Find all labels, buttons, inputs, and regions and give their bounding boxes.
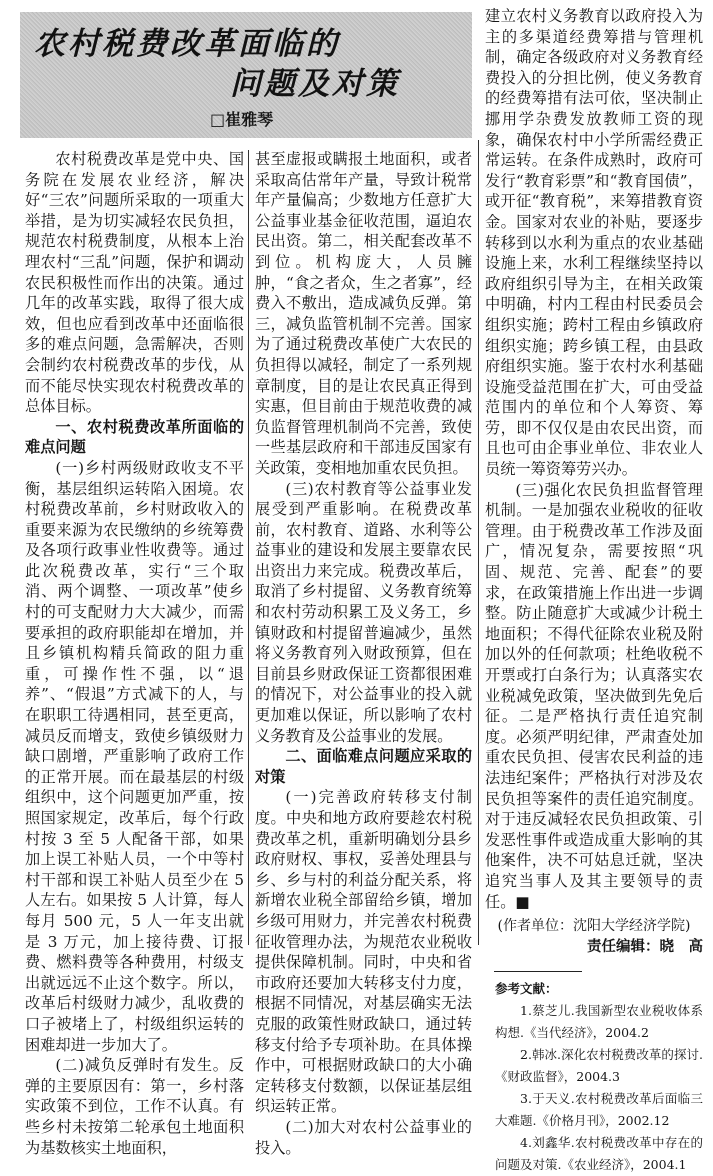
paragraph: (一)乡村两级财政收支不平衡，基层组织运转陷入困境。农村税费改革前，乡村财政收入的重要来源为农民缴纳的乡统筹费及各项行政事业性收费等。通过此次税费改革，实行“三个取消、两个调整、一项改革”使乡村的可支配财力大大减少，而需要承担的政府职能却在增加，并且乡镇机构精兵简政的阻力重重，可操作性不强，以“退养”、“假退”方式减下的人，与在职职工待遇相同，甚至更高，减员反而增支，致使乡镇级财力缺口剧增，严重影响了政府工作的正常开展。而在最基层的村级组织中，这个问题更加严重，按照国家规定，改革后，每个行政村按 3 至 5 人配备干部，如果加上误工补贴人员，一个中等村村干部和误工补贴人员至少在 5 人左右。如果按 5 人计算，每人每月 500 元，5 人一年支出就是 3 万元，加上接待费、订报费、燃料费等各种费用，村级支出就远远不止这个数字。所以，改革后村级财力减少，乱收费的口子被堵上了，村级组织运转的困难却进一步加大了。 <box>25 458 244 1054</box>
article-title-line2: 问题及对策 <box>230 66 400 102</box>
paragraph: (二)加大对农村公益事业的投入。 <box>255 1117 472 1157</box>
references-separator <box>494 971 582 972</box>
column-divider-1 <box>248 150 249 945</box>
text-column-1 <box>25 149 244 1158</box>
reference-item: 4.刘鑫华.农村税费改革中存在的问题及对策.《农业经济》，2004.1 <box>495 1135 703 1173</box>
paragraph: (二)减负反弹时有发生。反弹的主要原因有：第一，乡村落实政策不到位，工作不认真。有些乡村未按第二轮承包土地面积为基数核实土地面积， <box>25 1056 244 1157</box>
column-divider-2 <box>478 140 479 945</box>
text-column-3 <box>485 6 703 1176</box>
responsible-editor: 责任编辑：晓 高 <box>587 938 703 955</box>
reference-item: 2.韩冰.深化农村税费改革的探讨.《财政监督》，2004.3 <box>495 1047 703 1085</box>
author-affiliation: (作者单位：沈阳大学经济学院) <box>497 918 691 935</box>
section-heading: 二、面临难点问题应采取的对策 <box>255 747 472 786</box>
article-title-line1: 农村税费改革面临的 <box>34 26 340 62</box>
paragraph: 甚至虚报或瞒报土地面积，或者采取高估常年产量，导致计税常年产量偏高；少数地方任意扩大公益事业基金征收范围，逼迫农民出资。第二，相关配套改革不到位。机构庞大，人员臃肿，“食之者众，生之者寡”，经费入不敷出，造成减负反弹。第三，减负监管机制不完善。国家为了通过税费改革使广大农民的负担得以减轻，制定了一系列规章制度，目的是让农民真正得到实惠，但目前由于规范收费的减负监督管理机制尚不完善，致使一些基层政府和干部违反国家有关政策，变相地加重农民负担。 <box>255 150 472 477</box>
references-heading: 参考文献： <box>495 981 558 997</box>
paragraph: (三)农村教育等公益事业发展受到严重影响。在税费改革前，农村教育、道路、水利等公益事业的建设和发展主要靠农民出资出力来完成。税费改革后，取消了乡村提留、义务教育统筹和农村劳动积累工及义务工，乡镇财政和村提留普遍减少，虽然将义务教育列入财政预算，但在目前县乡财政保证工资都很困难的情况下，对公益事业的投入就更加难以保证，所以影响了农村义务教育及公益事业的发展。 <box>255 479 472 745</box>
paragraph: 农村税费改革是党中央、国务院在发展农业经济，解决好“三农”问题所采取的一项重大举措，是为切实减轻农民负担，规范农村税费制度，从根本上治理农村“三乱”问题，保护和调动农民积极性而作出的决策。通过几年的改革实践，取得了很大成效，但也应看到改革中还面临很多的难点问题，急需解决，否则会制约农村税费改革的步伐，从而不能尽快实现农村税费改革的总体目标。 <box>25 150 244 416</box>
reference-item: 1.蔡芝儿.我国新型农业税收体系构想.《当代经济》，2004.2 <box>495 1003 703 1041</box>
paragraph: 建立农村义务教育以政府投入为主的多渠道经费筹措与管理机制，确定各级政府对义务教育经费投入的分担比例，使义务教育的经费筹措有法可依，坚决制止挪用学杂费发放教师工资的现象，确保农村中小学所需经费正常运转。在条件成熟时，政府可发行“教育彩票”和“教育国债”，或开征“教育税”，来筹措教育资金。国家对农业的补贴，要逐步转移到以水利为重点的农业基础设施上来，水利工程继续坚持以政府组织引导为主，在相关政策中明确，村内工程由村民委员会组织实施；跨村工程由乡镇政府组织实施；跨乡镇工程，由县政府组织实施。鉴于农村水利基础设施受益范围在扩大，可由受益范围内的单位和个人筹资、筹劳，即不仅仅是由农民出资，而且也可由企事业单位、非农业人员统一筹资筹劳兴办。 <box>485 7 703 479</box>
paragraph: (三)强化农民负担监督管理机制。一是加强农业税收的征收管理。由于税费改革工作涉及面广，情况复杂，需要按照“巩固、规范、完善、配套”的要求，在政策措施上作出进一步调整。防止随意扩大或减少计税土地面积；不得代征除农业税及附加以外的任何款项；杜绝收税不开票或打白条行为；认真落实农业税减免政策，坚决做到先免后征。二是严格执行责任追究制度。必须严明纪律，严肃查处加重农民负担、侵害农民利益的违法违纪案件；严格执行对涉及农民负担等案件的责任追究制度。对于违反减轻农民负担政策、引发恶性事件或造成重大影响的其他案件，决不可姑息迁就，坚决追究当事人及其主要领导的责任。■ <box>485 480 703 911</box>
text-column-3-body <box>485 6 703 957</box>
article-author: □崔雅琴 <box>210 110 274 129</box>
references <box>495 978 703 1176</box>
paragraph: (一)完善政府转移支付制度。中央和地方政府要趁农村税费改革之机，重新明确划分县乡政府财权、事权，妥善处理县与乡、乡与村的利益分配关系，将新增农业税全部留给乡镇，增加乡级可用财力，并完善农村税费征收管理办法，为规范农业税收提供保障机制。同时，中央和省市政府还要加大转移支付力度，根据不同情况，对基层确实无法克服的政策性财政缺口，通过转移支付给予专项补助。在具体操作中，可根据财政缺口的大小确定转移支付数额，以保证基层组织运转正常。 <box>255 788 472 1116</box>
section-heading: 一、农村税费改革所面临的难点问题 <box>25 417 244 457</box>
title-banner <box>20 12 472 138</box>
reference-item: 3.于天义.农村税费改革后面临三大难题.《价格月刊》，2002.12 <box>495 1091 703 1129</box>
text-column-2 <box>255 149 472 1158</box>
